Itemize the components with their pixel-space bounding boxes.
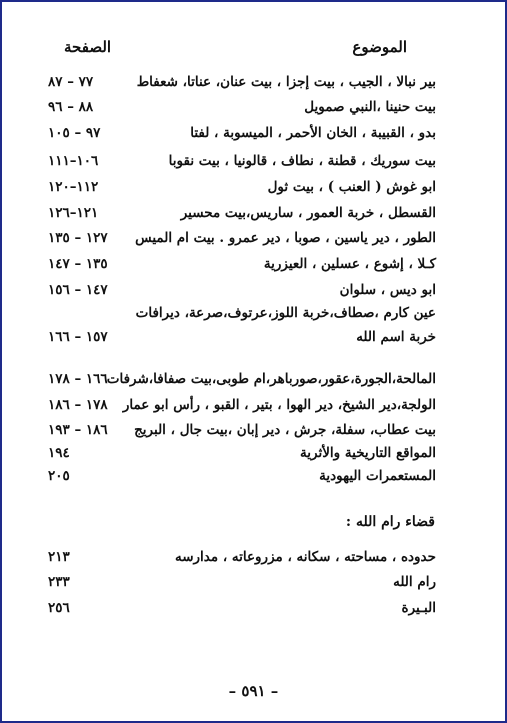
index-pages: ٢١٣ [48, 549, 70, 565]
index-pages: ١١٢–١٢٠ [48, 179, 99, 195]
index-pages: ١٨٦ – ١٩٣ [48, 422, 108, 438]
index-topic: خربة اسم الله [356, 329, 436, 345]
index-pages: ١٣٥ – ١٤٧ [48, 256, 108, 272]
index-topic: المستعمرات اليهودية [319, 468, 436, 484]
index-header [2, 38, 505, 60]
index-pages: ١٤٧ – ١٥٦ [48, 282, 108, 298]
index-pages: ٢٠٥ [48, 468, 70, 484]
index-topic: حدوده ، مساحته ، سكانه ، مزروعاته ، مدارسه [174, 549, 436, 565]
index-topic: بدو ، القبيبة ، الخان الأحمر ، الميسوبة ، لفتا [190, 125, 436, 141]
index-pages: ١٧٨ – ١٨٦ [48, 397, 108, 413]
index-pages: ٢٣٣ [48, 574, 70, 590]
index-pages: ١٢١–١٢٦ [48, 205, 99, 221]
index-pages: ٢٥٦ [48, 600, 70, 616]
section-title: قضاء رام الله : [345, 514, 435, 530]
index-pages: ١٩٤ [48, 445, 70, 461]
index-pages: ٩٧ – ١٠٥ [48, 125, 101, 141]
index-pages: ٧٧ – ٨٧ [48, 74, 94, 90]
page-column-header: الصفحة [64, 38, 112, 56]
index-pages: ١٠٦–١١١ [48, 153, 99, 169]
index-pages: ١٢٧ – ١٣٥ [48, 230, 108, 246]
index-topic: ابو ديس ، سلوان [339, 282, 436, 298]
index-topic: المالحة،الجورة،عقور،صورباهر،ام طوبى،بيت صفافا،شرفات [106, 371, 436, 387]
index-topic: القسطل ، خربة العمور ، ساريس،بيت محسير [180, 205, 436, 221]
index-pages: ٨٨ – ٩٦ [48, 99, 94, 115]
page-number: – ٥٩١ – [228, 682, 279, 700]
index-topic: المواقع التاريخية والأثرية [300, 445, 436, 461]
index-topic: بير نبالا ، الجيب ، بيت إجزا ، بيت عنان، عناتا، شعفاط [136, 74, 436, 90]
topic-column-header: الموضوع [352, 38, 407, 56]
index-topic: بيت عطاب، سفلة، جرش ، دير إبان ،بيت جال ، البريج [134, 422, 436, 438]
index-topic: كـلا ، إشوع ، عسلين ، العيزرية [263, 256, 436, 272]
index-topic: بيت سوريك ، قطنة ، نطاف ، قالونيا ، بيت نقوبا [168, 153, 436, 169]
index-topic: ابو غوش ( العنب ) ، بيت ثول [267, 179, 436, 195]
index-topic: رام الله [393, 574, 436, 590]
index-topic: بيت حنينا ،النبي صمويل [304, 99, 436, 115]
index-topic: عين كارم ،صطاف،خربة اللوز،عرتوف،صرعة، ديرافات [135, 305, 436, 321]
index-pages: ١٥٧ – ١٦٦ [48, 329, 108, 345]
index-topic: الطور ، دير ياسين ، صوبا ، دير عمرو . بيت ام الميس [135, 230, 436, 246]
index-topic: الولجة،دير الشيخ، دير الهوا ، بتير ، القبو ، رأس ابو عمار [122, 397, 436, 413]
index-topic: البـيرة [401, 600, 436, 616]
index-pages: ١٦٦ – ١٧٨ [48, 371, 108, 387]
